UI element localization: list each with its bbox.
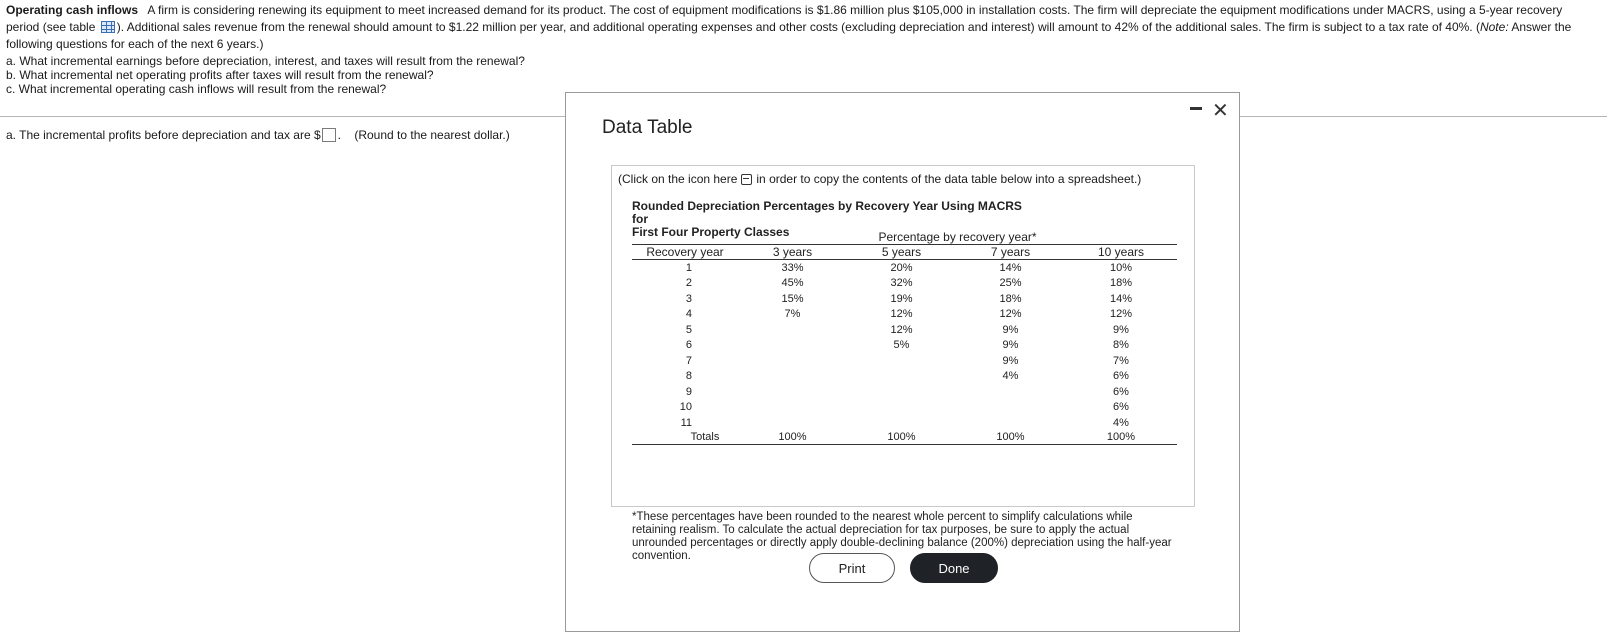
table-row <box>632 369 1177 385</box>
data-table-panel <box>611 165 1195 562</box>
table-cell: 12% <box>890 323 913 336</box>
table-cell: 11 <box>680 416 692 429</box>
table-row <box>632 384 1177 400</box>
table-cell: 12% <box>890 308 913 321</box>
table-cell: 12% <box>1109 308 1133 321</box>
table-cell <box>738 353 847 369</box>
table-cell: 33% <box>781 261 804 274</box>
table-cell: 14% <box>999 261 1022 274</box>
table-cell: 6% <box>1113 385 1129 398</box>
answer-hint: (Round to the nearest dollar.) <box>354 128 510 142</box>
table-cell: 7% <box>1113 354 1129 367</box>
table-cell: 18% <box>1109 277 1133 290</box>
table-cell: 9% <box>1002 354 1019 367</box>
copy-note-part1: (Click on the icon here <box>618 172 738 186</box>
answer-input[interactable] <box>322 128 336 142</box>
table-cell <box>956 415 1065 431</box>
table-cell: 100% <box>847 431 956 445</box>
table-cell: 10 <box>679 401 692 414</box>
copy-instructions <box>618 172 1141 186</box>
question-b: b. What incremental net operating profits after taxes will result from the renewal? <box>6 68 434 82</box>
table-row <box>632 353 1177 369</box>
table-cell: 19% <box>890 292 913 305</box>
copy-spreadsheet-icon[interactable] <box>741 174 752 185</box>
table-cell: 2 <box>685 277 692 290</box>
table-cell: 10% <box>1109 261 1133 274</box>
table-row <box>632 291 1177 307</box>
table-cell: 15% <box>781 292 804 305</box>
table-cell: 100% <box>1065 431 1177 445</box>
table-cell <box>847 353 956 369</box>
table-cell: 20% <box>890 261 913 274</box>
table-cell <box>738 400 847 416</box>
table-cell: 5% <box>893 339 910 352</box>
span-header: Percentage by recovery year* <box>878 230 1037 244</box>
totals-row <box>632 431 1177 445</box>
problem-title: Operating cash inflows <box>6 3 139 17</box>
table-cell: 12% <box>999 308 1022 321</box>
table-cell: Totals <box>632 431 738 445</box>
table-row <box>632 400 1177 416</box>
table-row <box>632 322 1177 338</box>
table-cell: 9% <box>1002 339 1019 352</box>
table-cell <box>847 369 956 385</box>
table-cell: 6% <box>1113 401 1129 414</box>
table-cell: 6 <box>685 339 692 352</box>
table-cell <box>738 369 847 385</box>
table-footnote: *These percentages have been rounded to the nearest whole percent to simplify calculations while retaining realism. To calculate the actual depreciation for tax purposes, be sure to apply the actual unrounded percentages or directly apply double-declining balance (200%) depreciation using the half-year convention. <box>632 511 1172 562</box>
table-cell <box>847 384 956 400</box>
table-cell: 25% <box>999 277 1022 290</box>
divider <box>1240 116 1607 117</box>
table-cell <box>847 415 956 431</box>
table-cell: 32% <box>890 277 913 290</box>
dialog-title: Data Table <box>602 117 693 138</box>
table-cell <box>738 322 847 338</box>
table-cell: 9% <box>1113 323 1129 336</box>
table-cell: 5 <box>685 323 692 336</box>
table-cell: 7 <box>685 354 692 367</box>
problem-statement <box>6 2 1598 53</box>
answer-suffix: . <box>337 128 341 142</box>
table-cell <box>738 338 847 354</box>
table-cell <box>738 384 847 400</box>
table-cell: 1 <box>685 261 692 274</box>
note-text: Answer the following questions for each of the next 6 years.) <box>6 20 1572 51</box>
table-cell: 9 <box>685 385 692 398</box>
done-button[interactable]: Done <box>910 553 998 583</box>
table-cell: 9% <box>1002 323 1019 336</box>
close-icon[interactable]: ✕ <box>1212 100 1229 122</box>
table-title-line1: Rounded Depreciation Percentages by Recovery Year Using MACRS for <box>632 199 1022 226</box>
column-header: 7 years <box>956 245 1065 260</box>
question-a: a. What incremental earnings before depreciation, interest, and taxes will result from the renewal? <box>6 54 525 68</box>
problem-text-1: A firm is considering renewing its equipment to meet increased demand for its product. The cost of equipment modifications is $1.86 million plus $105,000 in installation costs. The firm will depreciate the equipment modifications under MACRS, using a 5-year recovery period (see table <box>6 3 1563 34</box>
column-header: 3 years <box>738 245 847 260</box>
question-c: c. What incremental operating cash inflows will result from the renewal? <box>6 82 387 96</box>
table-cell: 7% <box>784 308 801 321</box>
column-header: 5 years <box>847 245 956 260</box>
macrs-table <box>632 230 1177 445</box>
table-cell: 45% <box>781 277 804 290</box>
table-row <box>632 338 1177 354</box>
table-cell: 4 <box>685 308 692 321</box>
table-cell: 18% <box>999 292 1022 305</box>
copy-note-part2: in order to copy the contents of the data table below into a spreadsheet.) <box>756 172 1142 186</box>
table-cell: 6% <box>1113 370 1129 383</box>
column-header: 10 years <box>1065 245 1177 260</box>
table-cell <box>738 415 847 431</box>
table-title-line2: First Four Property Classes <box>632 225 790 239</box>
table-cell <box>956 400 1065 416</box>
table-row <box>632 276 1177 292</box>
table-grid-icon[interactable] <box>101 21 115 33</box>
table-cell <box>847 400 956 416</box>
problem-text-2: ). Additional sales revenue from the renewal should amount to $1.22 million per year, and additional operating expenses and other costs (excluding depreciation and interest) will amount to 42% of the additional sales. The firm is subject to a tax rate of 40%. ( <box>116 20 1480 34</box>
table-cell: 8% <box>1113 339 1129 352</box>
divider <box>0 116 566 117</box>
table-cell: 100% <box>738 431 847 445</box>
column-header: Recovery year <box>632 245 738 260</box>
table-cell: 8 <box>685 370 692 383</box>
table-row <box>632 260 1177 276</box>
table-cell: 4% <box>1113 416 1129 429</box>
table-cell: 100% <box>956 431 1065 445</box>
print-button[interactable]: Print <box>809 553 895 583</box>
table-cell <box>956 384 1065 400</box>
answer-prefix: a. The incremental profits before depreciation and tax are $ <box>6 128 321 142</box>
question-list <box>6 54 525 96</box>
table-row <box>632 307 1177 323</box>
table-cell: 14% <box>1109 292 1133 305</box>
table-cell: 4% <box>1002 370 1019 383</box>
table-row <box>632 415 1177 431</box>
minimize-icon[interactable] <box>1190 107 1202 110</box>
note-label: Note: <box>1479 20 1509 34</box>
table-cell: 3 <box>685 292 692 305</box>
answer-line <box>6 128 510 142</box>
data-table-dialog <box>565 92 1240 632</box>
